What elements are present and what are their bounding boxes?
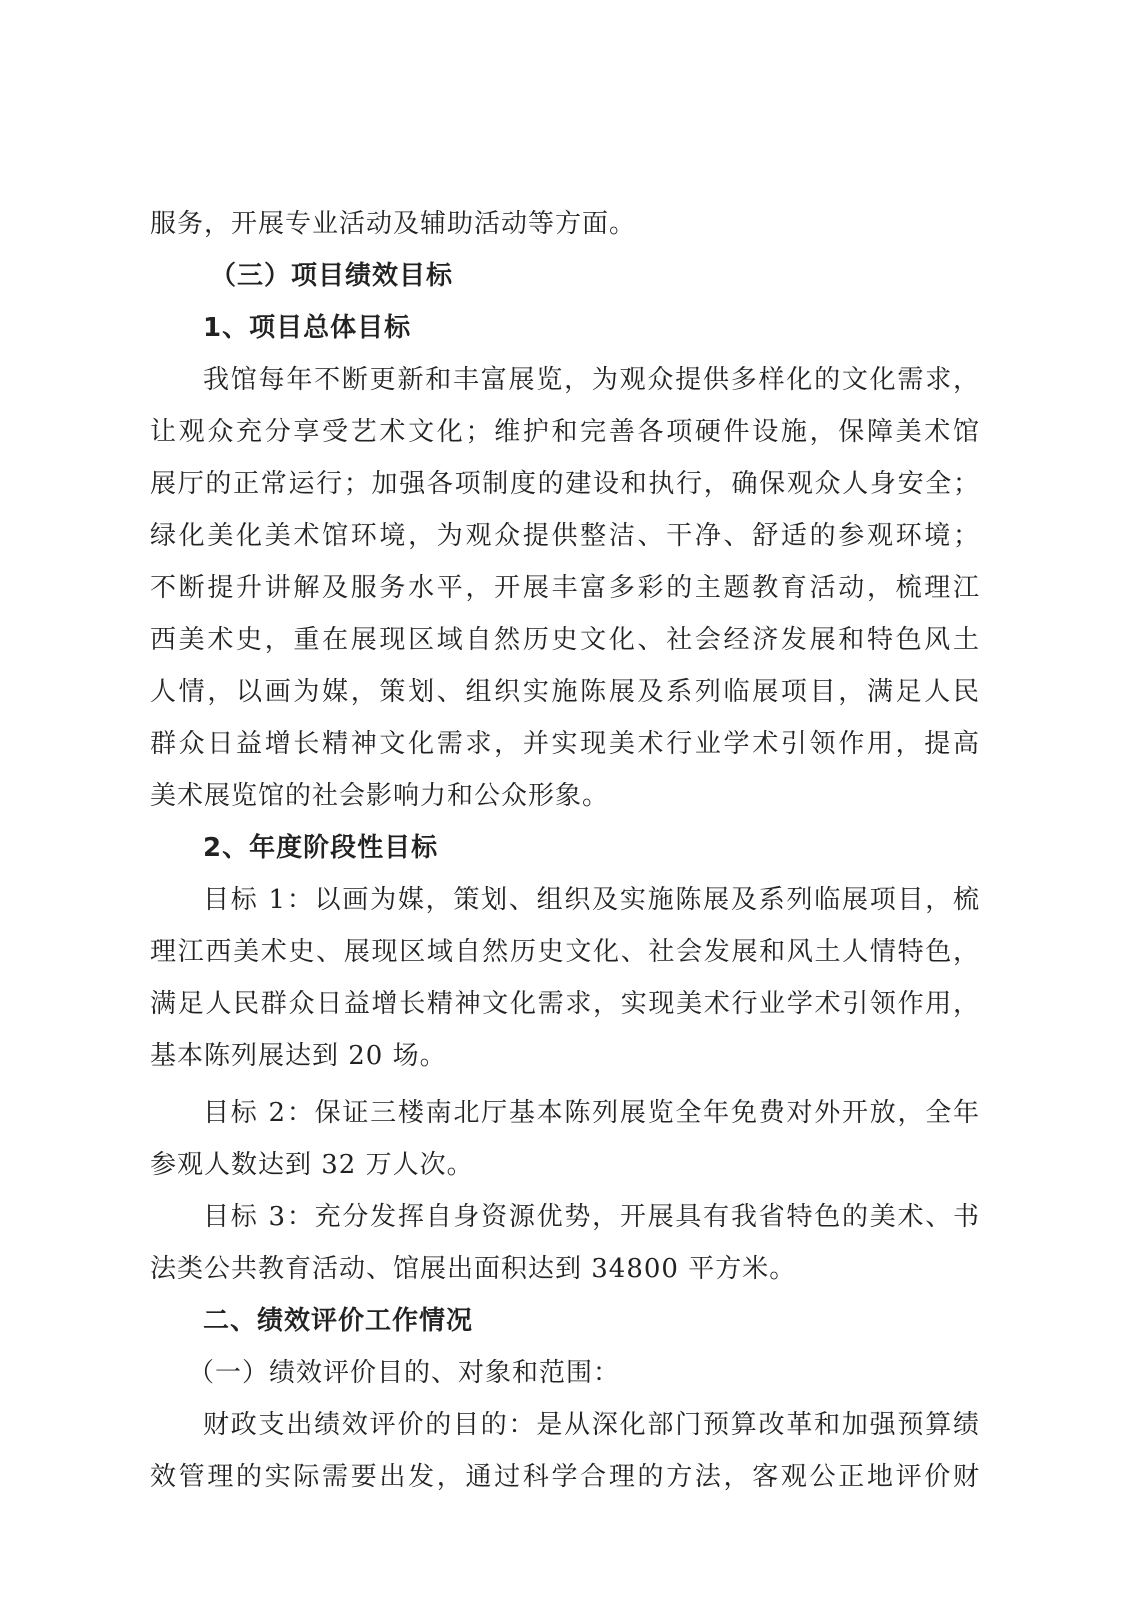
paragraph-line: 法类公共教育活动、馆展出面积达到 34800 平方米。 <box>150 1254 797 1284</box>
paragraph-line: 目标 3：充分发挥自身资源优势，开展具有我省特色的美术、书 <box>203 1202 980 1232</box>
paragraph-line: 人情，以画为媒，策划、组织实施陈展及系列临展项目，满足人民 <box>150 677 980 707</box>
paragraph-line: 服务，开展专业活动及辅助活动等方面。 <box>150 209 637 239</box>
section-heading: （三）项目绩效目标 <box>210 261 454 291</box>
paragraph-line: 目标 2：保证三楼南北厅基本陈列展览全年免费对外开放，全年 <box>203 1098 980 1128</box>
paragraph-line: 不断提升讲解及服务水平，开展丰富多彩的主题教育活动，梳理江 <box>150 573 980 603</box>
paragraph-line: 参观人数达到 32 万人次。 <box>150 1150 474 1180</box>
paragraph-line: 让观众充分享受艺术文化；维护和完善各项硬件设施，保障美术馆 <box>150 417 980 447</box>
paragraph-line: 效管理的实际需要出发，通过科学合理的方法，客观公正地评价财 <box>150 1462 980 1492</box>
paragraph-line: 西美术史，重在展现区域自然历史文化、社会经济发展和特色风土 <box>150 625 980 655</box>
paragraph-line: 目标 1：以画为媒，策划、组织及实施陈展及系列临展项目，梳 <box>203 885 980 915</box>
paragraph-line: 基本陈列展达到 20 场。 <box>150 1041 447 1071</box>
subsection-heading: 2、年度阶段性目标 <box>203 833 439 863</box>
paragraph-line: 满足人民群众日益增长精神文化需求，实现美术行业学术引领作用， <box>150 989 980 1019</box>
subsection-heading: 1、项目总体目标 <box>203 313 412 343</box>
paragraph-line: 美术展览馆的社会影响力和公众形象。 <box>150 781 610 811</box>
subsection-heading: （一）绩效评价目的、对象和范围： <box>188 1358 621 1388</box>
paragraph-line: 财政支出绩效评价的目的：是从深化部门预算改革和加强预算绩 <box>203 1410 980 1440</box>
paragraph-line: 展厅的正常运行；加强各项制度的建设和执行，确保观众人身安全； <box>150 469 980 499</box>
paragraph-line: 群众日益增长精神文化需求，并实现美术行业学术引领作用，提高 <box>150 729 980 759</box>
paragraph-line: 理江西美术史、展现区域自然历史文化、社会发展和风土人情特色， <box>150 937 980 967</box>
paragraph-line: 绿化美化美术馆环境，为观众提供整洁、干净、舒适的参观环境； <box>150 521 980 551</box>
paragraph-line: 我馆每年不断更新和丰富展览，为观众提供多样化的文化需求， <box>203 365 980 395</box>
section-heading: 二、绩效评价工作情况 <box>203 1306 474 1336</box>
